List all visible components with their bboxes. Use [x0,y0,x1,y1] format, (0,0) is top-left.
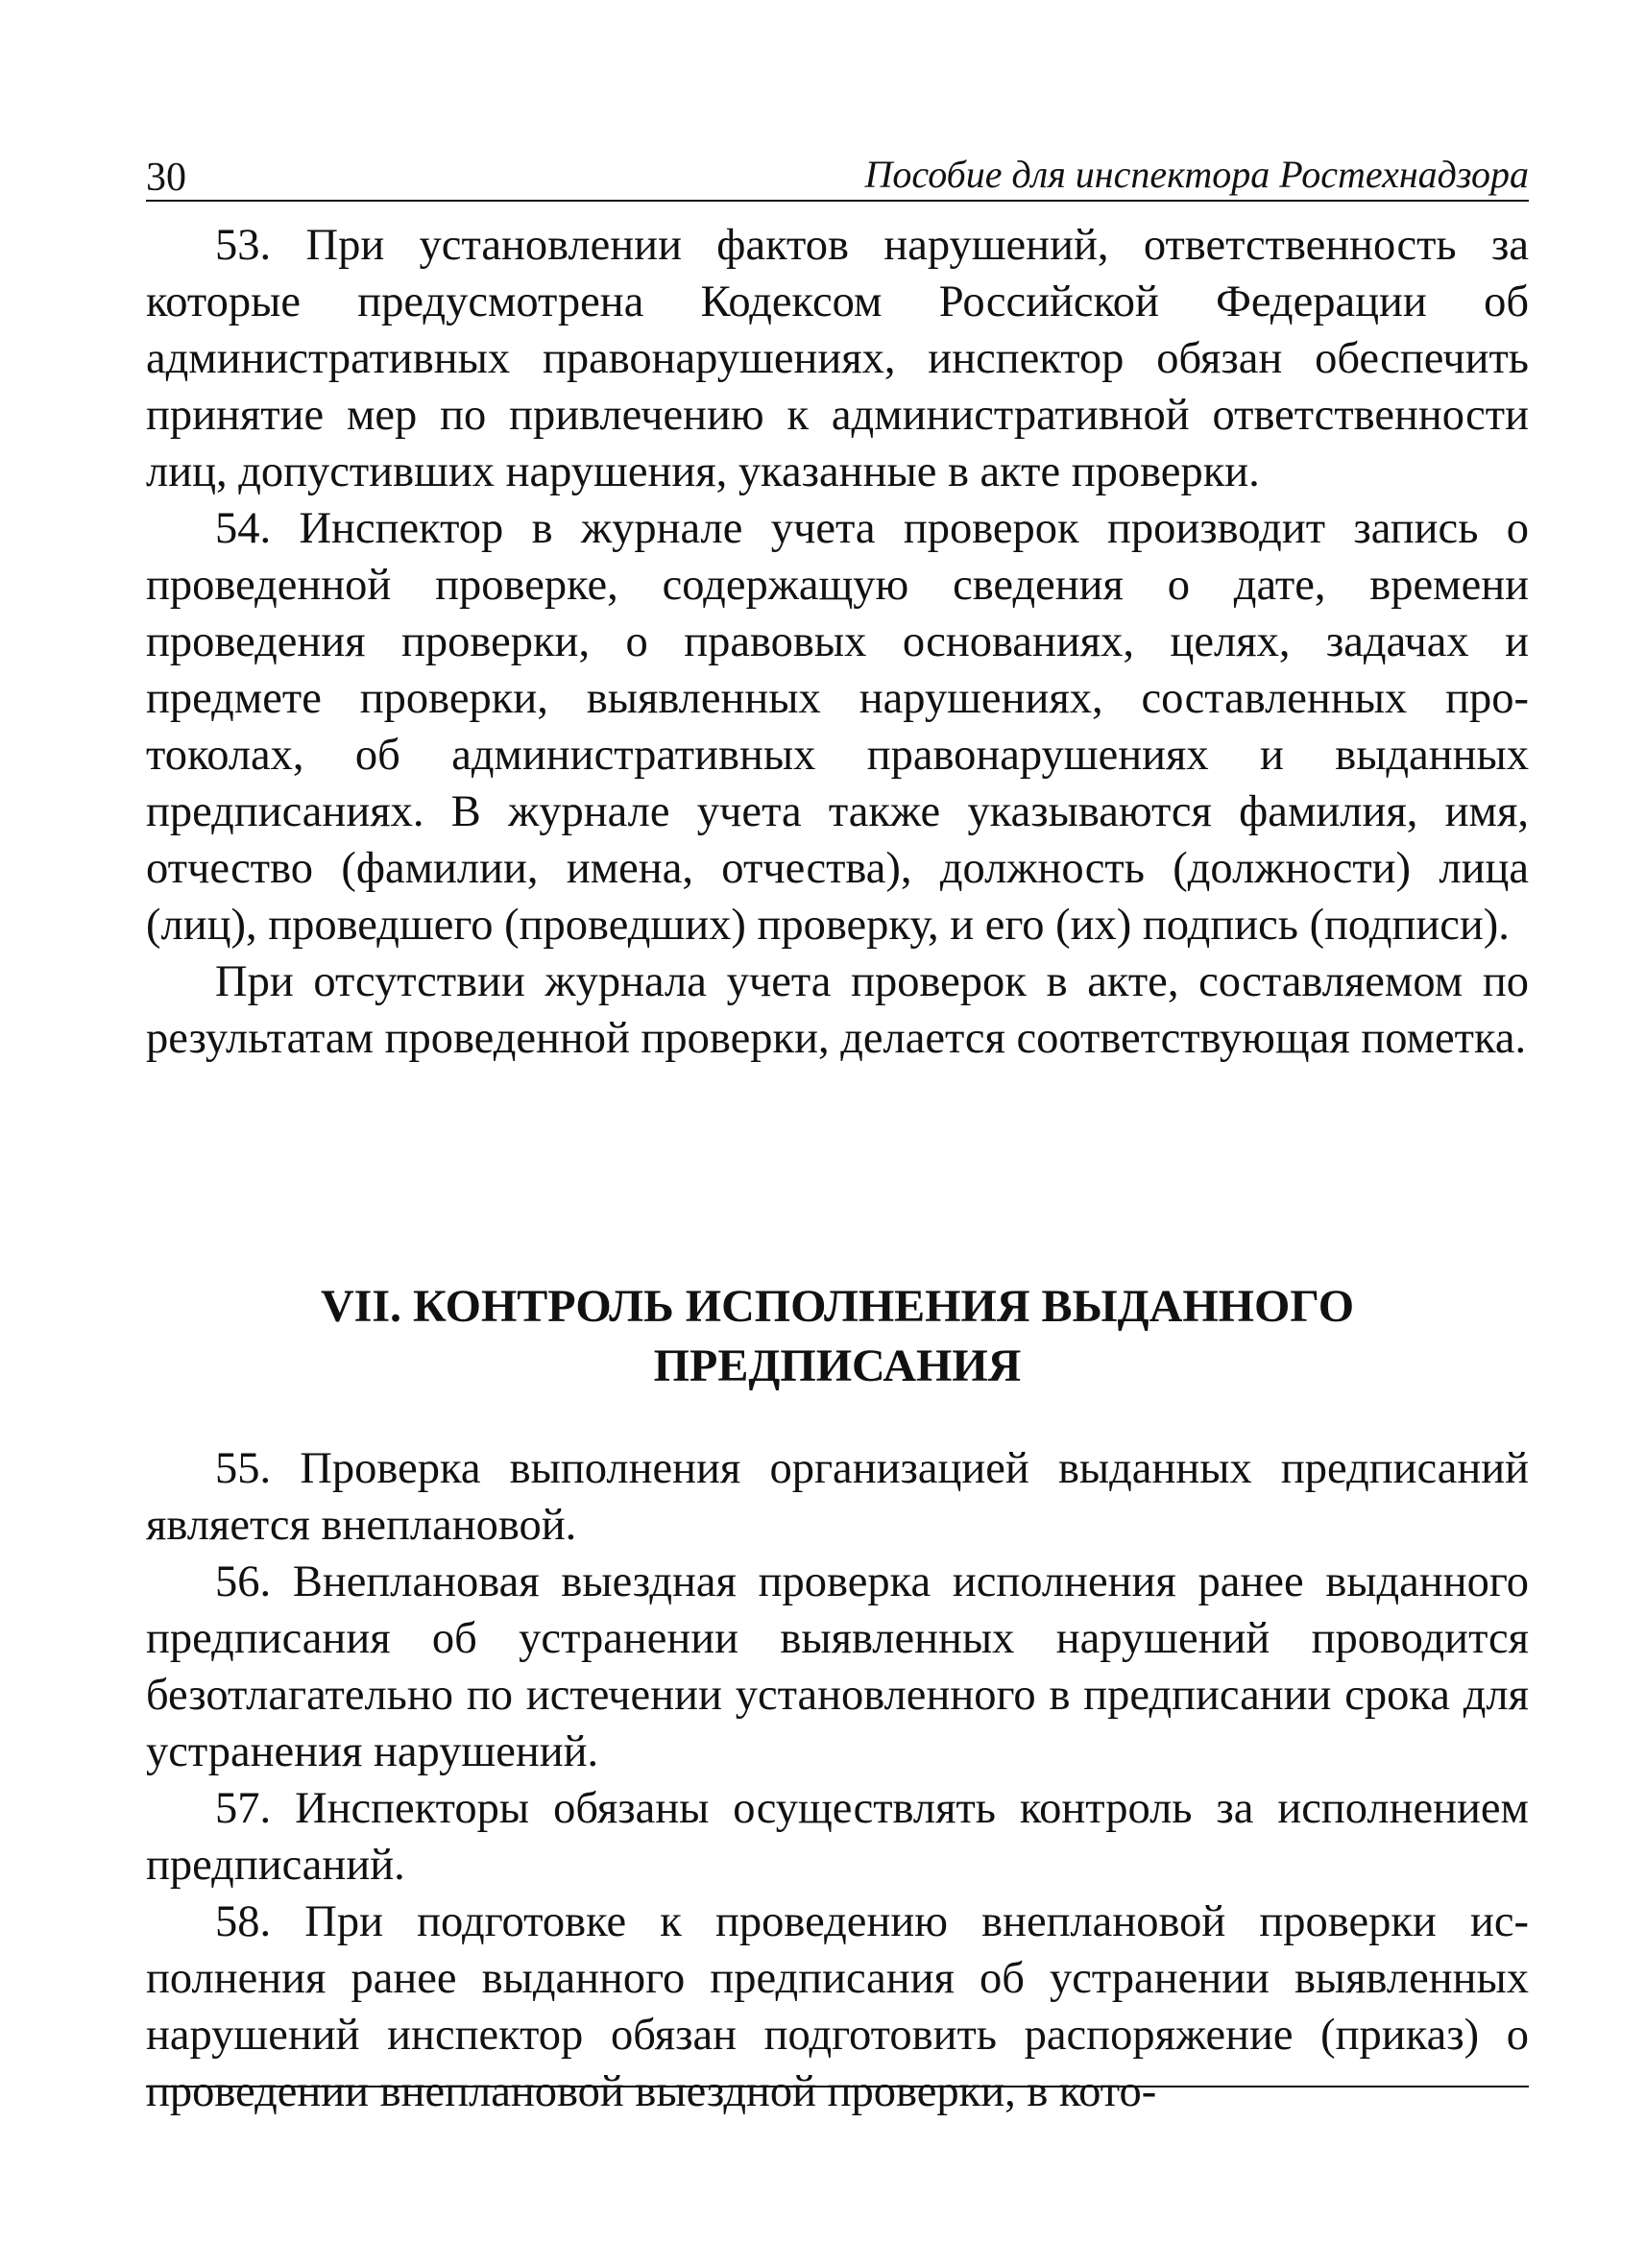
paragraph-57: 57. Инспекторы обязаны осуществлять контроль за исполнением предписаний. [146,1784,1529,1890]
running-title: Пособие для инспектора Ростехнадзора [864,153,1529,196]
paragraph-56: 56. Внеплановая выездная проверка исполнения ранее выданного предписания об устранении выявленных нарушений проводится безотлагательно по истечении установленного в предписании срока для устранения нарушений. [146,1557,1529,1776]
text-block-top [146,217,1529,1067]
page-header [146,142,1529,202]
text-block-bottom [146,1440,1529,2120]
footer-rule [146,2086,1529,2087]
paragraph-58: 58. При подготовке к проведению внеплановой проверки исполнения ранее выданного предписания об устранении выявленных нарушений инспектор обязан подготовить распоряжение (приказ) о проведении внеплановой выездной проверки, в кото- [146,1897,1529,2116]
page-number: 30 [146,156,186,200]
paragraph-55: 55. Проверка выполнения организацией выданных предписаний является внеплановой. [146,1444,1529,1550]
paragraph-53: 53. При установлении фактов нарушений, ответственность за которые предусмотрена Кодексом Российской Федерации об административных правонарушениях, инспектор обязан обеспечить принятие мер по привлечению к административной ответственности лиц, допустивших нарушения, указанные в акте проверки. [146,221,1529,496]
paragraph-54: 54. Инспектор в журнале учета проверок производит запись о проведенной проверке, содержащую сведения о дате, времени проведения проверки, о правовых основаниях, целях, задачах и предмете проверки, выявленных нарушениях, составленных протоколах, об административных правонарушениях и выданных предписаниях. В журнале учета также указываются фамилия, имя, отчество (фамилии, имена, отчества), должность (должности) лица (лиц), проведшего (проведших) проверку, и его (их) подпись (подписи). [146,504,1529,950]
paragraph-journal-note: При отсутствии журнала учета проверок в акте, составляемом по результатам проведенной проверки, делается соответствующая пометка. [146,957,1529,1063]
section-heading-line-1: VII. КОНТРОЛЬ ИСПОЛНЕНИЯ ВЫДАННОГО [320,1281,1355,1332]
section-heading [146,1277,1529,1396]
section-heading-line-2: ПРЕДПИСАНИЯ [653,1340,1022,1391]
